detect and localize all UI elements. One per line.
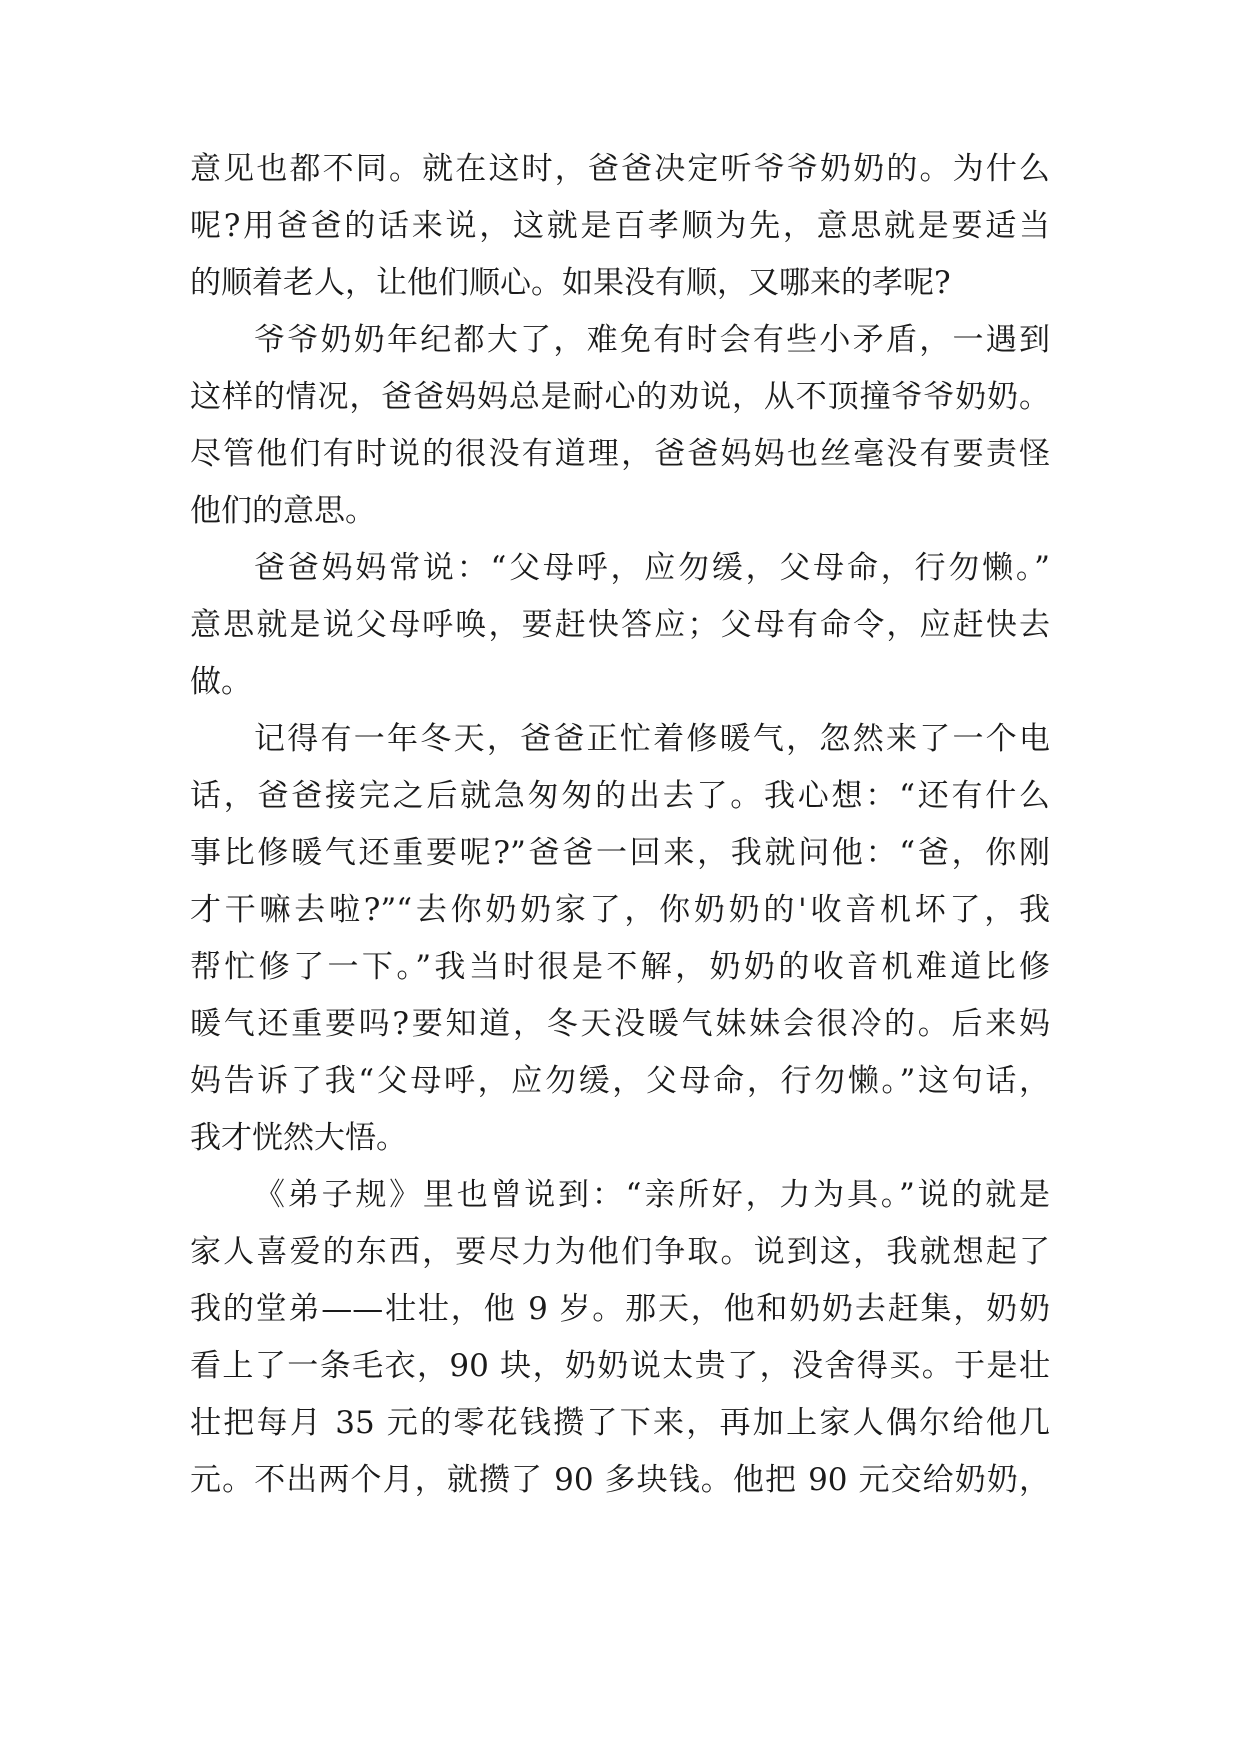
- text-line: 我的堂弟——壮壮，他 9 岁。那天，他和奶奶去赶集，奶奶: [190, 1291, 1050, 1327]
- text-line: 壮把每月 35 元的零花钱攒了下来，再加上家人偶尔给他几: [190, 1405, 1050, 1441]
- text-line: 爷爷奶奶年纪都大了，难免有时会有些小矛盾，一遇到: [254, 322, 1050, 358]
- text-line: 他们的意思。: [190, 493, 376, 529]
- text-line: 暖气还重要吗?要知道，冬天没暖气妹妹会很冷的。后来妈: [190, 1006, 1050, 1042]
- text-line: 尽管他们有时说的很没有道理，爸爸妈妈也丝毫没有要责怪: [190, 436, 1050, 472]
- text-line: 爸爸妈妈常说：“父母呼，应勿缓，父母命，行勿懒。”: [254, 550, 1050, 586]
- text-line: 我才恍然大悟。: [190, 1120, 407, 1156]
- text-line: 话，爸爸接完之后就急匆匆的出去了。我心想：“还有什么: [190, 778, 1050, 814]
- text-line: 呢?用爸爸的话来说，这就是百孝顺为先，意思就是要适当: [190, 208, 1050, 244]
- text-line: 才干嘛去啦?”“去你奶奶家了，你奶奶的'收音机坏了，我: [190, 892, 1050, 928]
- text-line: 意思就是说父母呼唤，要赶快答应；父母有命令，应赶快去: [190, 607, 1050, 643]
- text-line: 的顺着老人，让他们顺心。如果没有顺，又哪来的孝呢?: [190, 265, 951, 301]
- text-line: 妈告诉了我“父母呼，应勿缓，父母命，行勿懒。”这句话，: [190, 1063, 1050, 1099]
- text-line: 《弟子规》里也曾说到：“亲所好，力为具。”说的就是: [254, 1177, 1050, 1213]
- text-line: 这样的情况，爸爸妈妈总是耐心的劝说，从不顶撞爷爷奶奶。: [190, 379, 1050, 415]
- text-line: 做。: [190, 664, 252, 700]
- text-line: 记得有一年冬天，爸爸正忙着修暖气，忽然来了一个电: [254, 721, 1050, 757]
- text-line: 帮忙修了一下。”我当时很是不解，奶奶的收音机难道比修: [190, 949, 1050, 985]
- text-line: 意见也都不同。就在这时，爸爸决定听爷爷奶奶的。为什么: [190, 151, 1050, 187]
- text-line: 家人喜爱的东西，要尽力为他们争取。说到这，我就想起了: [190, 1234, 1050, 1270]
- text-line: 事比修暖气还重要呢?”爸爸一回来，我就问他：“爸，你刚: [190, 835, 1050, 871]
- text-line: 元。不出两个月，就攒了 90 多块钱。他把 90 元交给奶奶，: [190, 1462, 1050, 1498]
- text-line: 看上了一条毛衣，90 块，奶奶说太贵了，没舍得买。于是壮: [190, 1348, 1050, 1384]
